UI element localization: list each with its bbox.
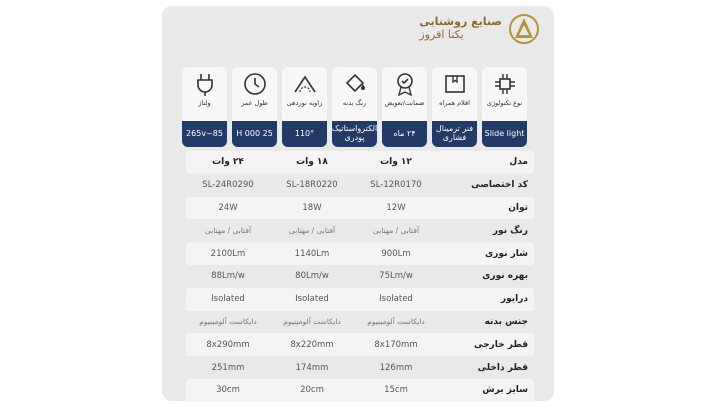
table-row: Isolated Isolated Isolated درایور <box>186 288 534 311</box>
brand-name-line1: صنایع روشنایی <box>419 15 502 29</box>
feature-warranty: ضمانت/تعویض ۲۴ ماه <box>382 67 427 147</box>
table-row: 88Lm/w 80Lm/w 75Lm/w بهره نوری <box>211 271 528 282</box>
table-row: 2100Lm 1140Lm 900Lm شار نوری <box>186 242 534 265</box>
feature-lifetime: طول عمر 25 000 H <box>232 67 277 147</box>
chip-icon <box>492 71 518 97</box>
feature-body-color: رنگ بدنه الکترواستاتیک پودری <box>332 67 377 147</box>
brand-logo <box>419 12 540 46</box>
brand-name-line2: یکتا افروز <box>419 28 464 41</box>
medal-icon <box>392 71 418 97</box>
box-icon <box>442 71 468 97</box>
table-row: SL-24R0290 SL-18R0220 SL-12R0170 کد اختصاصی <box>202 180 528 191</box>
angle-icon <box>292 71 318 97</box>
brand-emblem-icon <box>508 13 540 45</box>
table-row: دایکاست آلومینیوم دایکاست آلومینیوم دایکاست آلومینیوم جنس بدنه <box>199 316 528 327</box>
feature-icons <box>182 67 531 147</box>
paint-bucket-icon <box>342 71 368 97</box>
table-row: ۲۴ وات ۱۸ وات ۱۲ وات مدل <box>186 151 534 174</box>
clock-icon <box>242 71 268 97</box>
table-row: 251mm 174mm 126mm قطر داخلی <box>211 362 528 373</box>
feature-voltage: ولتاژ 85~265v <box>182 67 227 147</box>
table-row: 24W 18W 12W توان <box>186 197 534 220</box>
spec-table <box>186 151 534 402</box>
plug-icon <box>192 71 218 97</box>
feature-beam-angle: زاویه نوردهی 110° <box>282 67 327 147</box>
table-row: 30cm 20cm 15cm سایز برش <box>186 379 534 402</box>
feature-included-items: اقلام همراه فنر ترمینال فشاری <box>432 67 477 147</box>
spec-card <box>162 6 554 401</box>
feature-technology: نوع تکنولوژی Slide light <box>482 67 527 147</box>
table-row: 8x290mm 8x220mm 8x170mm قطر خارجی <box>186 333 534 356</box>
table-row: آفتابی / مهتابی آفتابی / مهتابی آفتابی / مهتابی رنگ نور <box>204 225 528 236</box>
